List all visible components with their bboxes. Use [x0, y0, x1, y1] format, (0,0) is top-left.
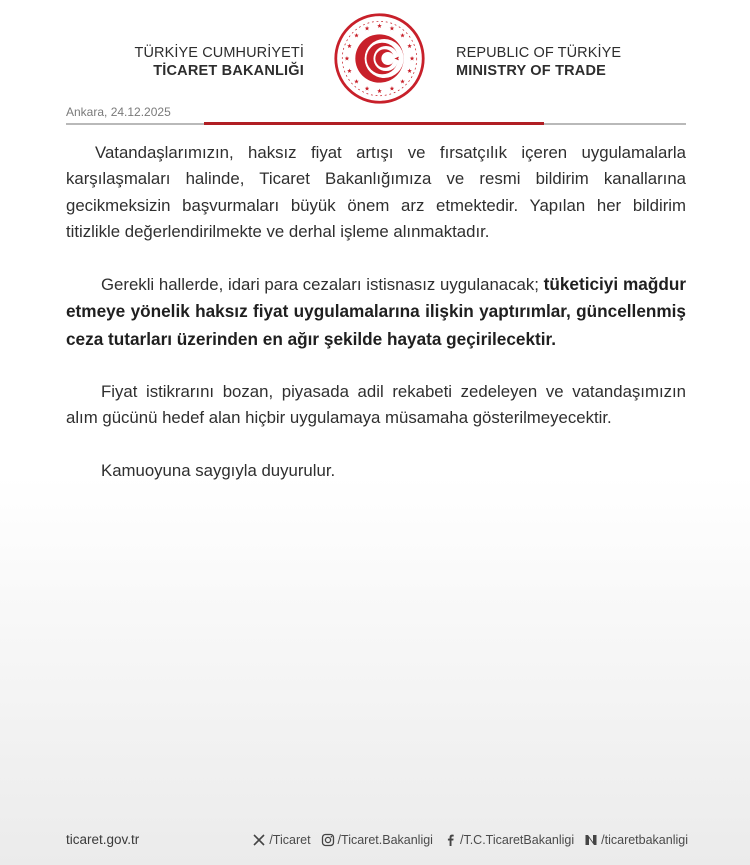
header-english — [456, 44, 676, 80]
ministry-seal-logo — [333, 12, 426, 105]
instagram-link[interactable] — [321, 833, 433, 847]
website-link[interactable]: ticaret.gov.tr — [66, 832, 140, 847]
header-english-line1: REPUBLIC OF TÜRKİYE — [456, 45, 622, 61]
x-icon — [252, 833, 266, 847]
facebook-link[interactable] — [443, 833, 574, 847]
facebook-handle: /T.C.TicaretBakanligi — [459, 833, 575, 847]
date-line: Ankara, 24.12.2025 — [66, 105, 171, 119]
nsosyal-icon — [584, 833, 598, 847]
press-release-body — [66, 140, 686, 510]
header-rule-accent — [204, 122, 544, 125]
header-turkish-line2: TİCARET BAKANLIĞI — [153, 63, 304, 79]
paragraph-3: Fiyat istikrarını bozan, piyasada adil rekabeti zedeleyen ve vatandaşımızın alım gücünü hedef alan hiçbir uygulamaya müsamaha gösterilmeyecektir. — [66, 382, 686, 428]
nsosyal-link[interactable] — [584, 833, 688, 847]
header-turkish-line1: TÜRKİYE CUMHURİYETİ — [134, 45, 304, 61]
x-handle: /Ticaret — [269, 833, 311, 847]
social-links — [252, 833, 688, 847]
paragraph-2-regular: Gerekli hallerde, idari para cezaları istisnasız uygulanacak; — [101, 275, 544, 295]
header-turkish — [110, 44, 304, 80]
paragraph-2 — [66, 271, 686, 353]
facebook-icon — [443, 833, 457, 847]
x-link[interactable] — [252, 833, 310, 847]
paragraph-1: Vatandaşlarımızın, haksız fiyat artışı ve fırsatçılık içeren uygulamalarla karşılaşmaları halinde, Ticaret Bakanlığımıza ve resmi bildirim kanallarına gecikmeksizin başvurmaları büyük önem arz etmektedir. Yapılan her bildirim titizlikle değerlendirilmekte ve derhal işleme alınmaktadır. — [66, 143, 686, 241]
letterhead — [0, 0, 750, 110]
nsosyal-handle: /ticaretbakanligi — [601, 833, 688, 847]
paragraph-4-closing: Kamuoyuna saygıyla duyurulur. — [101, 460, 336, 480]
footer — [0, 832, 750, 852]
paragraph-2-bold: tüketiciyi mağdur etmeye yönelik haksız fiyat uygulamalarına ilişkin yaptırımlar, güncellenmiş ceza tutarları üzerinden en ağır şekilde hayata geçirilecektir. — [66, 274, 687, 349]
header-english-line2: MINISTRY OF TRADE — [456, 63, 607, 79]
instagram-icon — [321, 833, 335, 847]
instagram-handle: /Ticaret.Bakanligi — [337, 833, 433, 847]
